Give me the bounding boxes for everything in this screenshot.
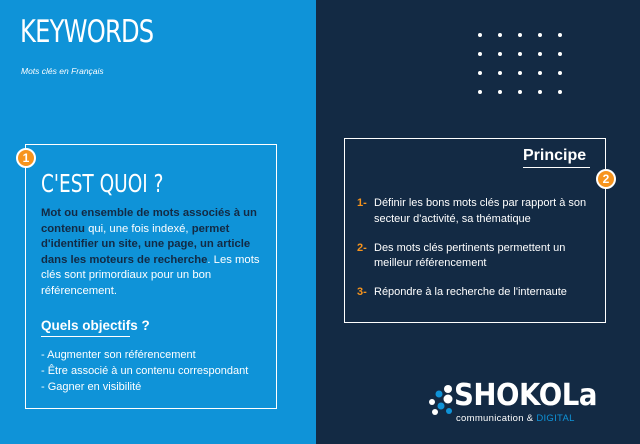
decorative-dot: [518, 33, 522, 37]
objective-item: - Être associé à un contenu correspondant: [41, 364, 249, 377]
decorative-dot: [558, 71, 562, 75]
definition-text-plain-1: qui, une fois indexé,: [84, 222, 192, 235]
shokola-dots-logo-icon: [426, 384, 456, 418]
definition-text-bold-1: Mot ou ensemble de mots associés à un contenu: [41, 207, 257, 235]
principle-step: [357, 241, 597, 273]
step-text: Répondre à la recherche de l'internaute: [374, 286, 567, 299]
logo-wordmark: SHOKOLa: [454, 378, 598, 413]
objectives-title-underline: [41, 336, 130, 337]
decorative-dot: [498, 71, 502, 75]
objectives-title: Quels objectifs ?: [41, 318, 150, 333]
logo-tagline-accent: DIGITAL: [536, 413, 575, 424]
step-number: 1-: [357, 197, 367, 209]
decorative-dot: [518, 71, 522, 75]
principle-step: [357, 285, 597, 301]
decorative-dot: [478, 90, 482, 94]
decorative-dot: [558, 90, 562, 94]
decorative-dot: [518, 90, 522, 94]
logo-tagline-text: communication &: [456, 413, 537, 424]
definition-text-bold-2: permet d'identifier un site, une page, un article dans les moteurs de recherche: [41, 222, 251, 266]
decorative-dot: [558, 33, 562, 37]
step-number: 2-: [357, 241, 367, 254]
step-text: Des mots clés pertinents permettent un meilleur référencement: [374, 241, 566, 270]
decorative-dot: [558, 52, 562, 56]
principle-steps: [357, 196, 597, 314]
decorative-dots: [478, 33, 568, 97]
step-badge-2: 2: [596, 169, 616, 189]
shokola-logo: [426, 378, 626, 428]
decorative-dot: [498, 52, 502, 56]
objective-item: - Gagner en visibilité: [41, 380, 142, 393]
step-badge-1: 1: [16, 148, 36, 168]
decorative-dot: [478, 33, 482, 37]
principle-title-underline: [523, 167, 590, 168]
definition-text-plain-2: . Les mots clés sont primordiaux pour un bon référencement.: [41, 253, 260, 297]
principle-title: Principe: [523, 147, 587, 164]
objective-item: - Augmenter son référencement: [41, 349, 196, 361]
decorative-dot: [498, 33, 502, 37]
decorative-dot: [518, 52, 522, 56]
page-subtitle: Mots clés en Français: [21, 66, 104, 76]
principle-step: [357, 196, 597, 228]
decorative-dot: [538, 33, 542, 37]
decorative-dot: [478, 52, 482, 56]
decorative-dot: [498, 90, 502, 94]
decorative-dot: [478, 71, 482, 75]
logo-tagline: [456, 413, 575, 424]
decorative-dot: [538, 90, 542, 94]
objectives-list: [41, 348, 248, 395]
definition-text: [41, 206, 271, 300]
step-number: 3-: [357, 286, 367, 299]
decorative-dot: [538, 52, 542, 56]
page-title: KEYWORDS: [20, 14, 154, 50]
step-text: Définir les bons mots clés par rapport à son secteur d'activité, sa thématique: [374, 197, 587, 225]
decorative-dot: [538, 71, 542, 75]
definition-title: C'EST QUOI ?: [41, 169, 164, 198]
